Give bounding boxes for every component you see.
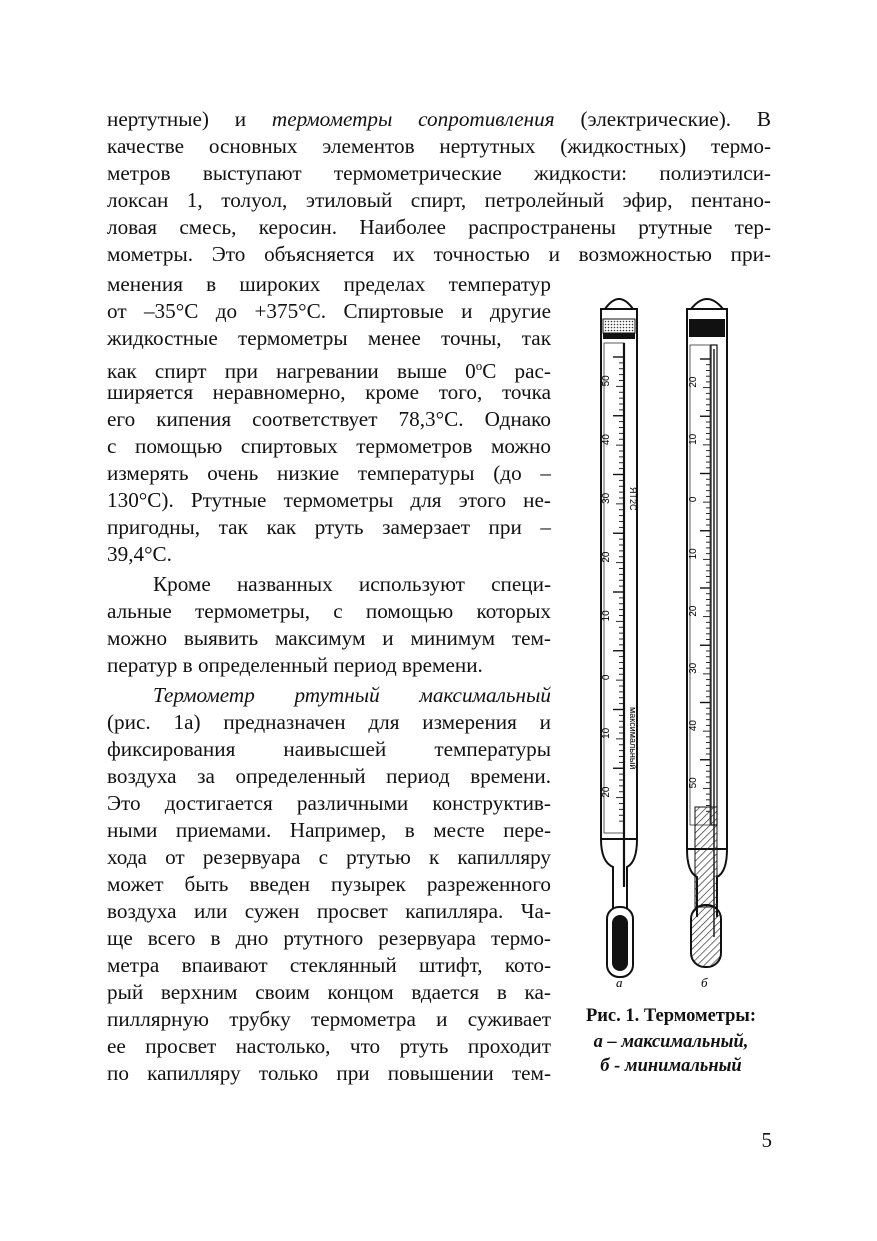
scale-number: 10 [601,610,612,622]
figure-caption-a: а – максимальный, [593,1032,749,1052]
text-line: пригодны, так как ртуть замерзает при – [107,515,551,539]
scale-number: 50 [601,375,612,387]
scale-number: 0 [601,674,612,681]
text-line: ператур в определенный период времени. [107,653,483,677]
text-line: как спирт при нагревании выше $0^оС$ рас- [107,358,551,384]
scale-number: 50 [688,777,699,789]
thermometer-a-inscription: ЯТ2С [628,487,638,511]
scale-number: 10 [688,433,699,445]
text-line: локсан 1, толуол, этиловый спирт, петролейный эфир, пентано- [107,188,771,212]
text-line: ее просвет настолько, что ртуть проходит [107,1034,551,1058]
text-line: жидкостные термометры менее точны, так [107,326,551,350]
scale-number: 20 [601,551,612,563]
text-line: ловая смесь, керосин. Наиболее распространены ртутные тер- [107,215,771,239]
label-a: а [616,975,623,987]
text-line: метров выступают термометрические жидкости: полиэтилси- [107,161,771,185]
text-line: от –35°С до +375°С. Спиртовые и другие [107,299,551,323]
text-line: рый верхним своим концом вдается в ка- [107,980,551,1004]
text-line: хода от резервуара с ртутью к капилляру [107,845,551,869]
text-line: Кроме названных используют специ- [153,572,551,596]
text-line: (рис. 1а) предназначен для измерения и [107,710,551,734]
label-b: б [701,975,708,987]
text-line: пиллярную трубку термометра и суживает [107,1007,551,1031]
text-line: по капилляру только при повышении тем- [107,1061,551,1085]
scale-number: 30 [688,662,699,674]
text-line: мометры. Это объясняется их точностью и возможностью при- [107,242,771,266]
text-line: качестве основных элементов нертутных (жидкостных) термо- [107,134,771,158]
text-line: можно выявить максимум и минимум тем- [107,626,551,650]
text-line: воздуха за определенный период времени. [107,764,551,788]
scale-number: 40 [688,720,699,732]
text-line: его кипения соответствует 78,3°С. Однако [107,407,551,431]
text-line: с помощью спиртовых термометров можно [107,434,551,458]
page-number: 5 [761,1128,772,1152]
text-line: Термометр ртутный максимальный [153,683,551,707]
scale-number: 40 [601,434,612,446]
text-line: метра впаивают стеклянный штифт, кото- [107,953,551,977]
scale-number: 20 [601,786,612,798]
scale-number: 10 [601,727,612,739]
text-line: ными приемами. Например, в месте пере- [107,818,551,842]
text-line: 39,4°С. [107,542,172,566]
text-line: 130°С). Ртутные термометры для этого не- [107,488,551,512]
text-line: Это достигается различными конструктив- [107,791,551,815]
scale-number: 20 [688,605,699,617]
text-line: ширяется неравномерно, кроме того, точка [107,380,551,404]
scale-number: 20 [688,376,699,388]
thermometers-figure [583,287,759,987]
text-line: фиксирования наивысшей температуры [107,737,551,761]
text-line: альные термометры, с помощью которых [107,599,551,623]
scale-number: 0 [688,496,699,503]
figure-caption-title: Рис. 1. Термометры: [585,1006,757,1026]
thermometer-a-inscription: максимальный [628,707,638,770]
thermometer-a [601,299,638,987]
text-line: воздуха или сужен просвет капилляра. Ча- [107,899,551,923]
text-line: нертутные) и термометры сопротивления (электрические). В [107,107,771,131]
scale-number: 10 [688,548,699,560]
text-line: ще всего в дно ртутного резервуара термо- [107,926,551,950]
figure-caption-b: б - минимальный [600,1056,742,1076]
text-line: измерять очень низкие температуры (до – [107,461,551,485]
scale-number: 30 [601,492,612,504]
text-line: может быть введен пузырек разреженного [107,872,551,896]
text-line: менения в широких пределах температур [107,272,551,296]
thermometer-b [687,299,727,987]
